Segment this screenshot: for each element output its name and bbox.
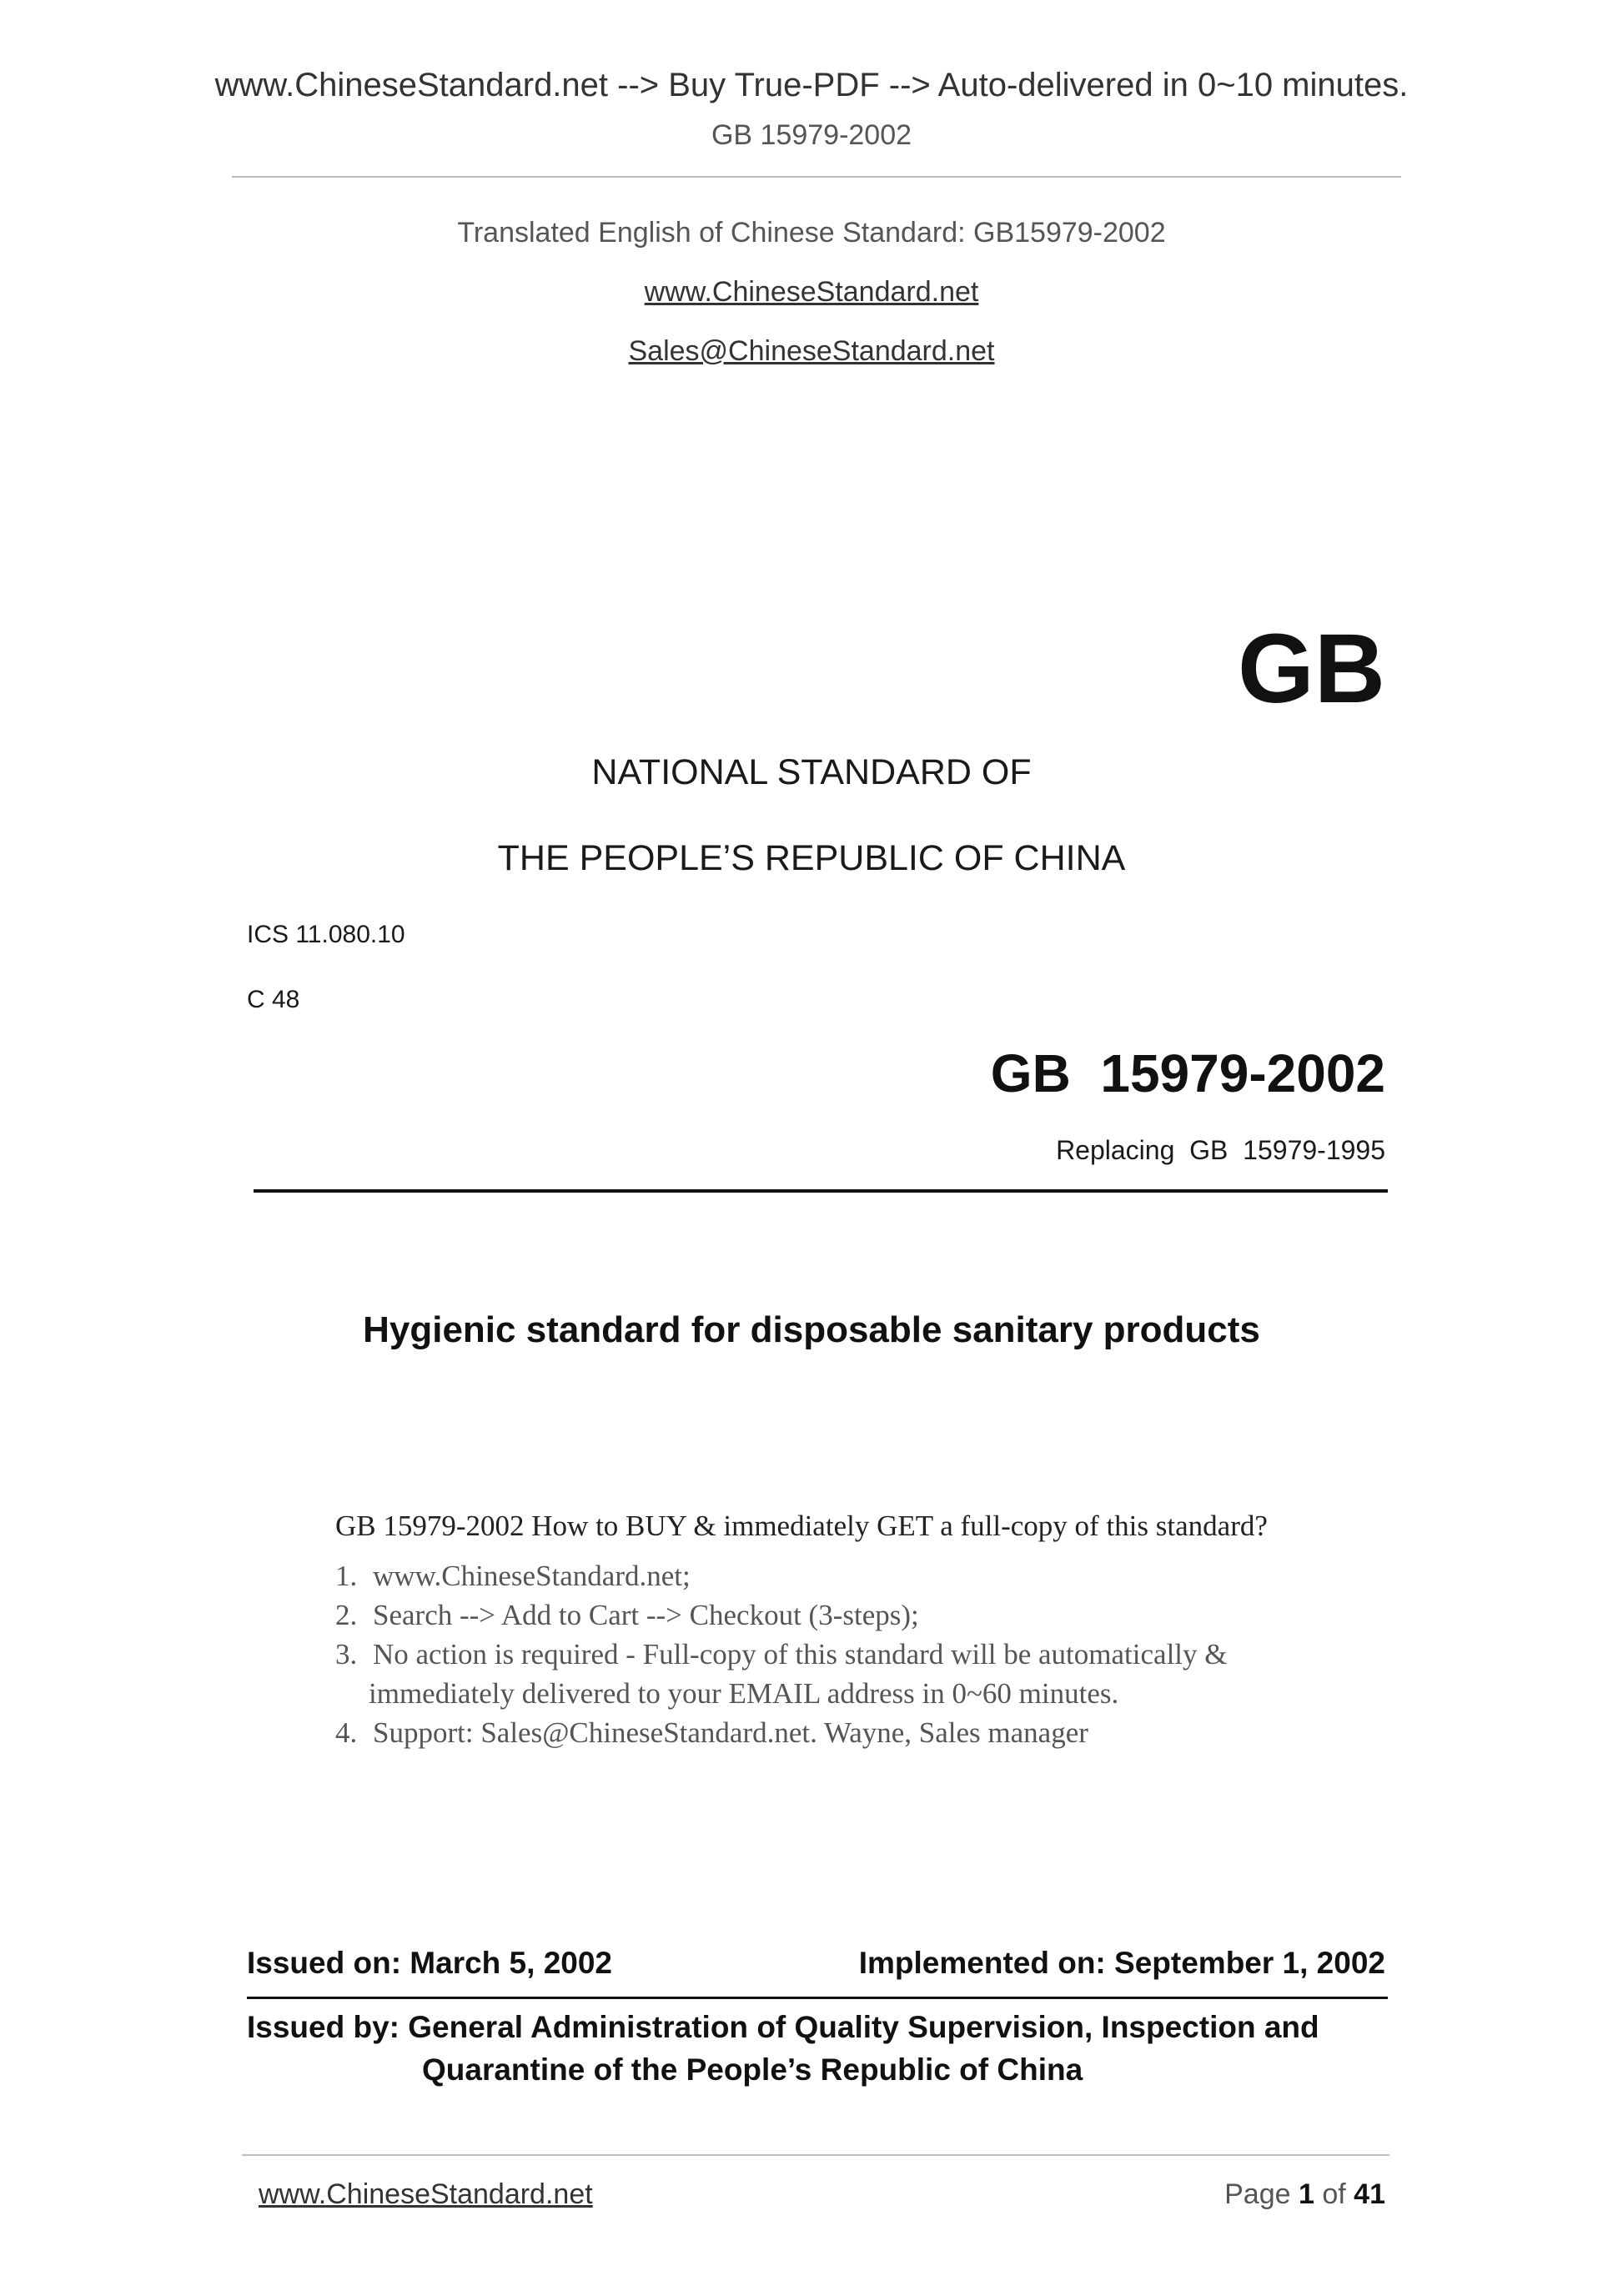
- footer-website-row: [259, 2178, 593, 2211]
- page-prefix: Page: [1224, 2178, 1291, 2210]
- buy-heading: GB 15979-2002 How to BUY & immediately GET a full-copy of this standard?: [335, 1510, 1268, 1542]
- issued-by-line1: Issued by: General Administration of Quality Supervision, Inspection and: [247, 2010, 1319, 2044]
- website-link[interactable]: www.ChineseStandard.net: [644, 276, 979, 308]
- header-promo: www.ChineseStandard.net --> Buy True-PDF --> Auto-delivered in 0~10 minutes.: [214, 67, 1409, 103]
- issued-by-line2: Quarantine of the People’s Republic of China: [422, 2052, 1083, 2087]
- header-divider: [232, 176, 1401, 178]
- step-text[interactable]: www.ChineseStandard.net;: [373, 1560, 691, 1592]
- ccs-code: C 48: [247, 986, 300, 1013]
- step-text: Search --> Add to Cart --> Checkout (3-steps);: [373, 1599, 919, 1631]
- step-number: 2.: [335, 1599, 358, 1631]
- replacing-note: Replacing GB 15979-1995: [1056, 1135, 1385, 1165]
- step-text: No action is required - Full-copy of this standard will be automatically &: [373, 1638, 1228, 1671]
- implemented-on: Implemented on: September 1, 2002: [858, 1946, 1385, 1980]
- step-number: 1.: [335, 1560, 358, 1592]
- issued-on: Issued on: March 5, 2002: [247, 1946, 613, 1980]
- national-standard-line1: NATIONAL STANDARD OF: [591, 752, 1032, 792]
- title-rule: [254, 1189, 1388, 1193]
- page-of: of: [1322, 2178, 1346, 2210]
- page-total: 41: [1354, 2178, 1385, 2210]
- step-text: Support: Sales@ChineseStandard.net. Wayne, Sales manager: [373, 1716, 1088, 1749]
- document-title: Hygienic standard for disposable sanitary products: [363, 1309, 1260, 1350]
- footer-divider: [242, 2154, 1389, 2156]
- gb-logo: GB: [1238, 614, 1385, 724]
- national-standard-line2: THE PEOPLE’S REPUBLIC OF CHINA: [497, 838, 1126, 878]
- page-current: 1: [1298, 2178, 1314, 2210]
- issue-rule: [247, 1997, 1388, 1999]
- standard-number: GB 15979-2002: [990, 1043, 1385, 1103]
- step-number: 3.: [335, 1638, 358, 1671]
- buy-step-2: [335, 1599, 919, 1632]
- step-number: 4.: [335, 1716, 358, 1749]
- translated-title: Translated English of Chinese Standard: GB15979-2002: [457, 217, 1166, 249]
- buy-step-1: [335, 1560, 691, 1593]
- page-indicator: [1224, 2178, 1385, 2211]
- intro-email-row: [0, 335, 1623, 368]
- ics-code: ICS 11.080.10: [247, 921, 405, 948]
- footer-website-link[interactable]: www.ChineseStandard.net: [259, 2178, 593, 2210]
- buy-step-3: [335, 1638, 1228, 1671]
- intro-website-row: [0, 276, 1623, 309]
- buy-step-3-continued: immediately delivered to your EMAIL address in 0~60 minutes.: [369, 1677, 1119, 1710]
- header-code: GB 15979-2002: [711, 119, 912, 151]
- email-link[interactable]: Sales@ChineseStandard.net: [628, 335, 995, 367]
- buy-step-4: [335, 1716, 1088, 1750]
